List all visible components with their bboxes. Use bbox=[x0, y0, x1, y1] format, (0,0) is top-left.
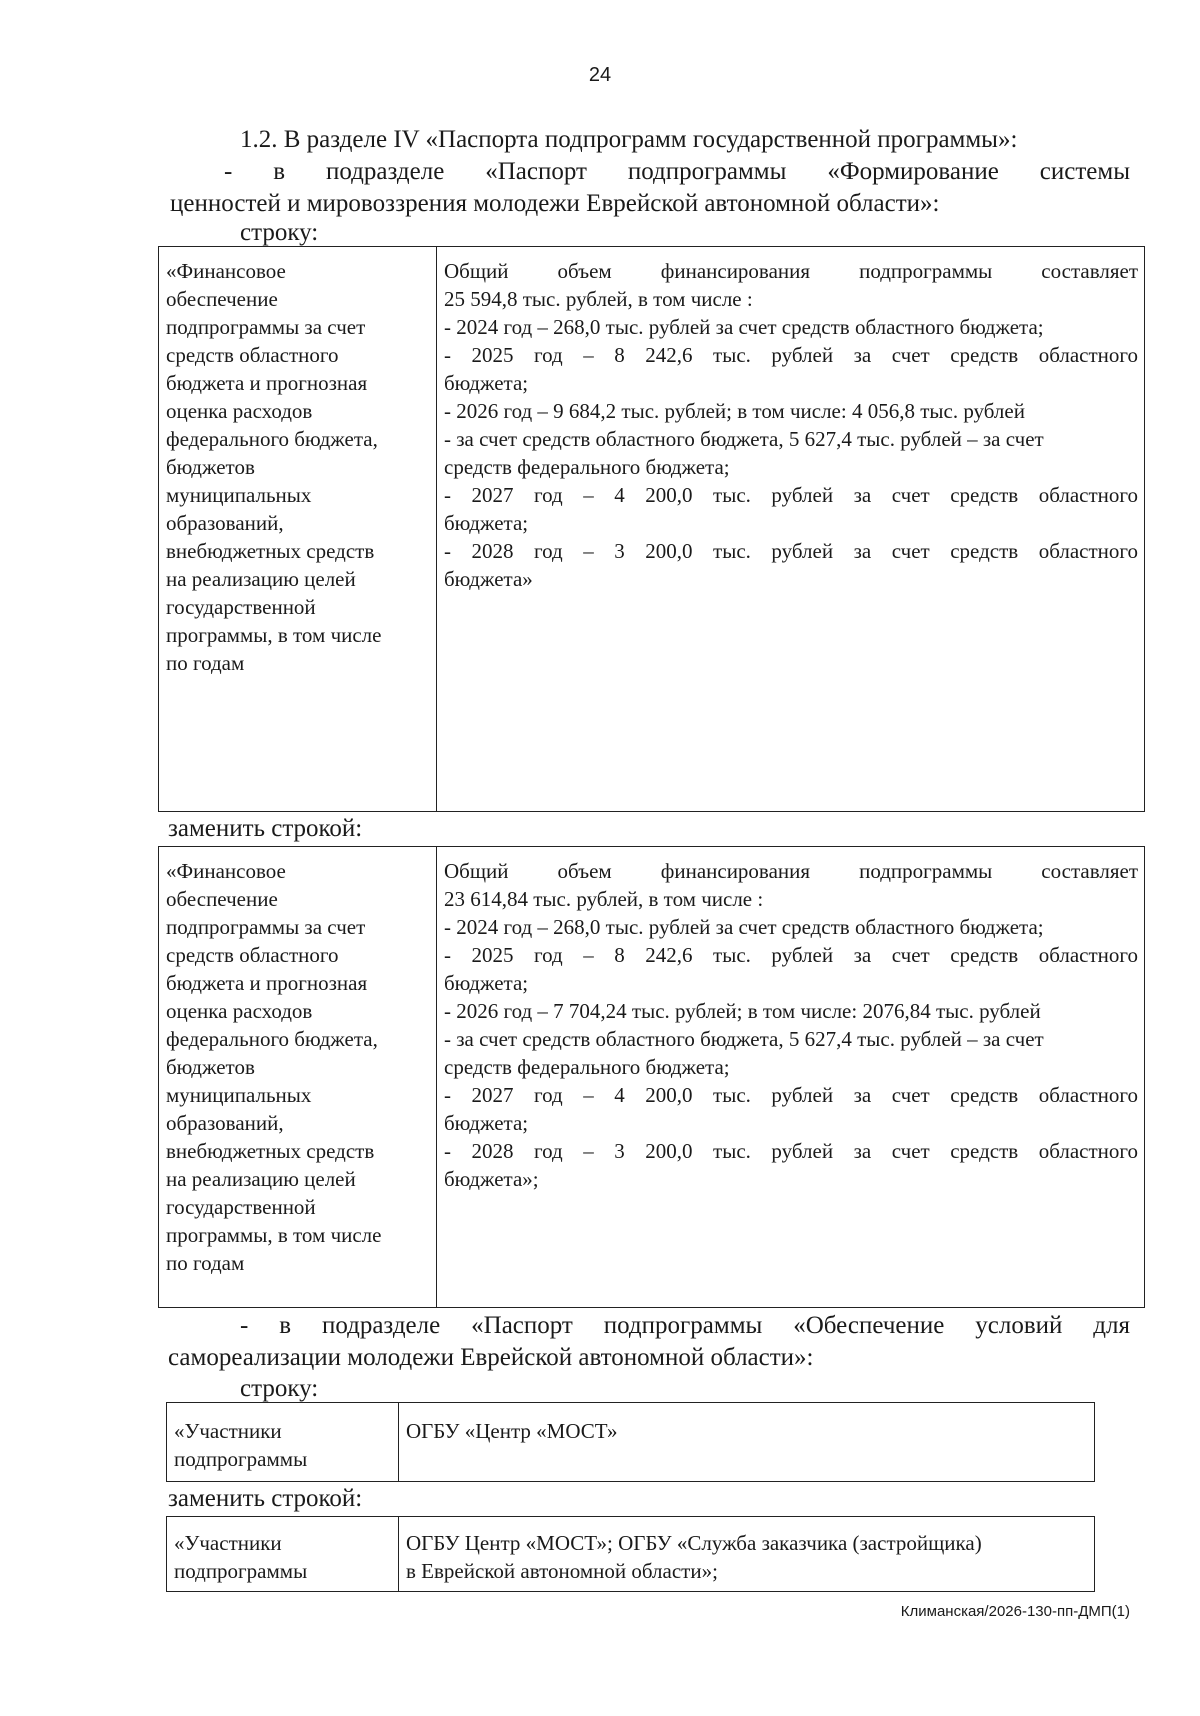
finance-value-cell bbox=[437, 847, 1145, 1308]
label-line: подпрограммы за счет bbox=[166, 315, 366, 339]
label-line: федерального бюджета, bbox=[166, 1027, 378, 1051]
intro-line-3: ценностей и мировоззрения молодежи Еврейской автономной области»: bbox=[170, 190, 940, 217]
value-line: - за счет средств областного бюджета, 5 627,4 тыс. рублей – за счет bbox=[444, 427, 1044, 451]
finance-table-old bbox=[158, 246, 1145, 812]
value-line: в Еврейской автономной области»; bbox=[406, 1559, 718, 1583]
replace-label-1: заменить строкой: bbox=[168, 815, 363, 842]
label-line: по годам bbox=[166, 1251, 245, 1275]
participants-table-new bbox=[166, 1516, 1095, 1592]
label-line: «Финансовое bbox=[166, 859, 286, 883]
label-line: бюджетов bbox=[166, 1055, 255, 1079]
value-line: Общий объем финансирования подпрограммы составляет bbox=[444, 859, 1138, 883]
value-line: - за счет средств областного бюджета, 5 627,4 тыс. рублей – за счет bbox=[444, 1027, 1044, 1051]
label-line: государственной bbox=[166, 595, 316, 619]
label-line: муниципальных bbox=[166, 1083, 312, 1107]
label-line: федерального бюджета, bbox=[166, 427, 378, 451]
label-line: обеспечение bbox=[166, 287, 278, 311]
value-line: - 2026 год – 9 684,2 тыс. рублей; в том числе: 4 056,8 тыс. рублей bbox=[444, 399, 1025, 423]
value-line: бюджета; bbox=[444, 511, 529, 535]
value-line: Общий объем финансирования подпрограммы составляет bbox=[444, 259, 1138, 283]
value-line: бюджета; bbox=[444, 371, 529, 395]
replace-label-2: заменить строкой: bbox=[168, 1485, 363, 1512]
stroku-label-2: строку: bbox=[240, 1375, 319, 1402]
participants-table-old bbox=[166, 1402, 1095, 1482]
label-line: программы, в том числе bbox=[166, 623, 382, 647]
finance-label-cell bbox=[159, 847, 437, 1308]
label-line: образований, bbox=[166, 1111, 284, 1135]
label-line: оценка расходов bbox=[166, 999, 313, 1023]
label-line: «Финансовое bbox=[166, 259, 286, 283]
value-line: бюджета; bbox=[444, 971, 529, 995]
value-line: бюджета» bbox=[444, 567, 533, 591]
finance-label-cell bbox=[159, 247, 437, 812]
value-line: ОГБУ Центр «МОСТ»; ОГБУ «Служба заказчика (застройщика) bbox=[406, 1531, 982, 1555]
participants-label-cell bbox=[167, 1403, 399, 1482]
document-code: Климанская/2026-130-пп-ДМП(1) bbox=[900, 1603, 1130, 1620]
value-line: - 2025 год – 8 242,6 тыс. рублей за счет средств областного bbox=[444, 943, 1138, 967]
page-number: 24 bbox=[588, 64, 612, 86]
label-line: программы, в том числе bbox=[166, 1223, 382, 1247]
value-line: ОГБУ «Центр «МОСТ» bbox=[406, 1419, 618, 1443]
value-line: - 2027 год – 4 200,0 тыс. рублей за счет средств областного bbox=[444, 1083, 1138, 1107]
label-line: на реализацию целей bbox=[166, 1167, 356, 1191]
label-line: бюджета и прогнозная bbox=[166, 971, 368, 995]
finance-table-new bbox=[158, 846, 1145, 1308]
label-line: внебюджетных средств bbox=[166, 1139, 375, 1163]
value-line: - 2026 год – 7 704,24 тыс. рублей; в том числе: 2076,84 тыс. рублей bbox=[444, 999, 1041, 1023]
section2-line-2: самореализации молодежи Еврейской автономной области»: bbox=[168, 1344, 814, 1371]
value-line: - 2025 год – 8 242,6 тыс. рублей за счет средств областного bbox=[444, 343, 1138, 367]
participants-label-cell bbox=[167, 1517, 399, 1592]
label-line: бюджетов bbox=[166, 455, 255, 479]
value-line: - 2024 год – 268,0 тыс. рублей за счет средств областного бюджета; bbox=[444, 315, 1044, 339]
value-line: - 2028 год – 3 200,0 тыс. рублей за счет средств областного bbox=[444, 1139, 1138, 1163]
value-line: - 2027 год – 4 200,0 тыс. рублей за счет средств областного bbox=[444, 483, 1138, 507]
label-line: подпрограммы за счет bbox=[166, 915, 366, 939]
label-line: на реализацию целей bbox=[166, 567, 356, 591]
value-line: бюджета; bbox=[444, 1111, 529, 1135]
label-line: средств областного bbox=[166, 343, 339, 367]
label-line: «Участники bbox=[174, 1531, 282, 1555]
value-line: бюджета»; bbox=[444, 1167, 539, 1191]
label-line: внебюджетных средств bbox=[166, 539, 375, 563]
value-line: 23 614,84 тыс. рублей, в том числе : bbox=[444, 887, 764, 911]
label-line: обеспечение bbox=[166, 887, 278, 911]
label-line: образований, bbox=[166, 511, 284, 535]
value-line: - 2028 год – 3 200,0 тыс. рублей за счет средств областного bbox=[444, 539, 1138, 563]
section2-line-1: - в подразделе «Паспорт подпрограммы «Обеспечение условий для bbox=[240, 1312, 1130, 1339]
label-line: оценка расходов bbox=[166, 399, 313, 423]
intro-line-1: 1.2. В разделе IV «Паспорта подпрограмм государственной программы»: bbox=[240, 126, 1018, 153]
finance-value-cell bbox=[437, 247, 1145, 812]
participants-value-cell bbox=[399, 1517, 1095, 1592]
label-line: «Участники bbox=[174, 1419, 282, 1443]
value-line: 25 594,8 тыс. рублей, в том числе : bbox=[444, 287, 753, 311]
label-line: бюджета и прогнозная bbox=[166, 371, 368, 395]
stroku-label-1: строку: bbox=[240, 219, 319, 246]
value-line: средств федерального бюджета; bbox=[444, 455, 730, 479]
label-line: государственной bbox=[166, 1195, 316, 1219]
participants-value-cell bbox=[399, 1403, 1095, 1482]
label-line: средств областного bbox=[166, 943, 339, 967]
label-line: подпрограммы bbox=[174, 1559, 308, 1583]
value-line: средств федерального бюджета; bbox=[444, 1055, 730, 1079]
label-line: муниципальных bbox=[166, 483, 312, 507]
label-line: подпрограммы bbox=[174, 1447, 308, 1471]
intro-line-2: - в подразделе «Паспорт подпрограммы «Формирование системы bbox=[224, 158, 1130, 185]
label-line: по годам bbox=[166, 651, 245, 675]
value-line: - 2024 год – 268,0 тыс. рублей за счет средств областного бюджета; bbox=[444, 915, 1044, 939]
